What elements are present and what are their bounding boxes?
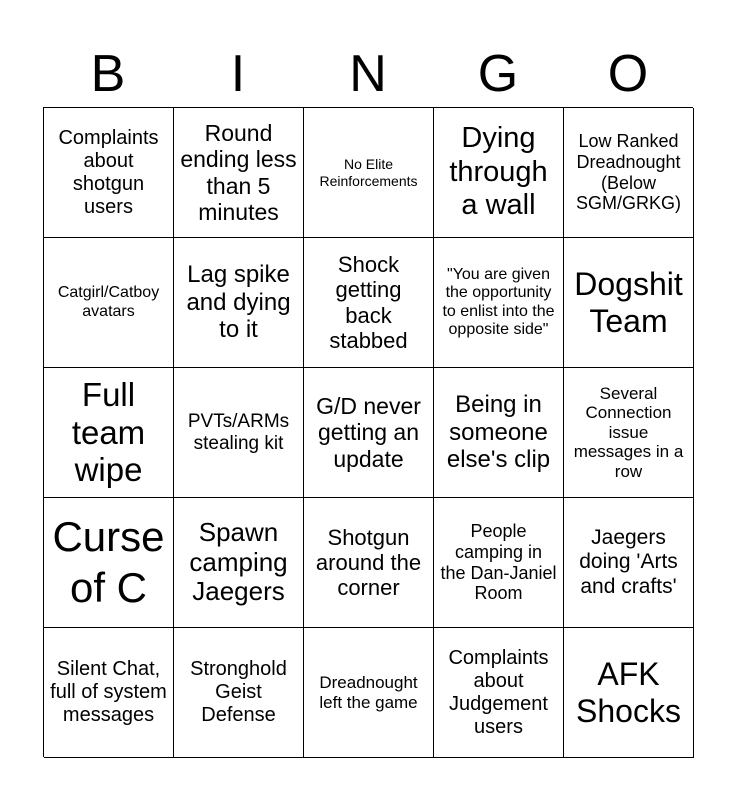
bingo-cell-r5c5[interactable]: AFK Shocks <box>564 628 694 758</box>
header-letter-b: B <box>90 45 126 103</box>
bingo-cell-r5c4[interactable]: Complaints about Judgement users <box>434 628 564 758</box>
bingo-cell-r1c4[interactable]: Dying through a wall <box>434 108 564 238</box>
bingo-cell-r3c5[interactable]: Several Connection issue messages in a row <box>564 368 694 498</box>
bingo-cell-r5c2[interactable]: Stronghold Geist Defense <box>174 628 304 758</box>
bingo-cell-r2c5[interactable]: Dogshit Team <box>564 238 694 368</box>
bingo-cell-r1c2[interactable]: Round ending less than 5 minutes <box>174 108 304 238</box>
bingo-board <box>43 107 693 757</box>
header-letter-i: I <box>230 45 246 103</box>
header-letter-g: G <box>477 45 519 103</box>
bingo-cell-r2c2[interactable]: Lag spike and dying to it <box>174 238 304 368</box>
bingo-cell-r1c1[interactable]: Complaints about shotgun users <box>44 108 174 238</box>
bingo-cell-r2c4[interactable]: "You are given the opportunity to enlist into the opposite side" <box>434 238 564 368</box>
bingo-cell-r4c5[interactable]: Jaegers doing 'Arts and crafts' <box>564 498 694 628</box>
bingo-cell-r5c3[interactable]: Dreadnought left the game <box>304 628 434 758</box>
bingo-cell-r4c2[interactable]: Spawn camping Jaegers <box>174 498 304 628</box>
bingo-cell-r4c4[interactable]: People camping in the Dan-Janiel Room <box>434 498 564 628</box>
bingo-cell-r4c3[interactable]: Shotgun around the corner <box>304 498 434 628</box>
bingo-cell-r1c5[interactable]: Low Ranked Dreadnought (Below SGM/GRKG) <box>564 108 694 238</box>
header-letter-o: O <box>607 45 649 103</box>
bingo-cell-r3c1[interactable]: Full team wipe <box>44 368 174 498</box>
bingo-cell-r2c1[interactable]: Catgirl/Catboy avatars <box>44 238 174 368</box>
bingo-cell-r4c1[interactable]: Curse of C <box>44 498 174 628</box>
bingo-cell-r2c3[interactable]: Shock getting back stabbed <box>304 238 434 368</box>
bingo-cell-r3c2[interactable]: PVTs/ARMs stealing kit <box>174 368 304 498</box>
bingo-header <box>43 40 693 108</box>
bingo-cell-r1c3[interactable]: No Elite Reinforcements <box>304 108 434 238</box>
bingo-cell-r3c3[interactable]: G/D never getting an update <box>304 368 434 498</box>
bingo-cell-r5c1[interactable]: Silent Chat, full of system messages <box>44 628 174 758</box>
header-letter-n: N <box>349 45 387 103</box>
bingo-cell-r3c4[interactable]: Being in someone else's clip <box>434 368 564 498</box>
